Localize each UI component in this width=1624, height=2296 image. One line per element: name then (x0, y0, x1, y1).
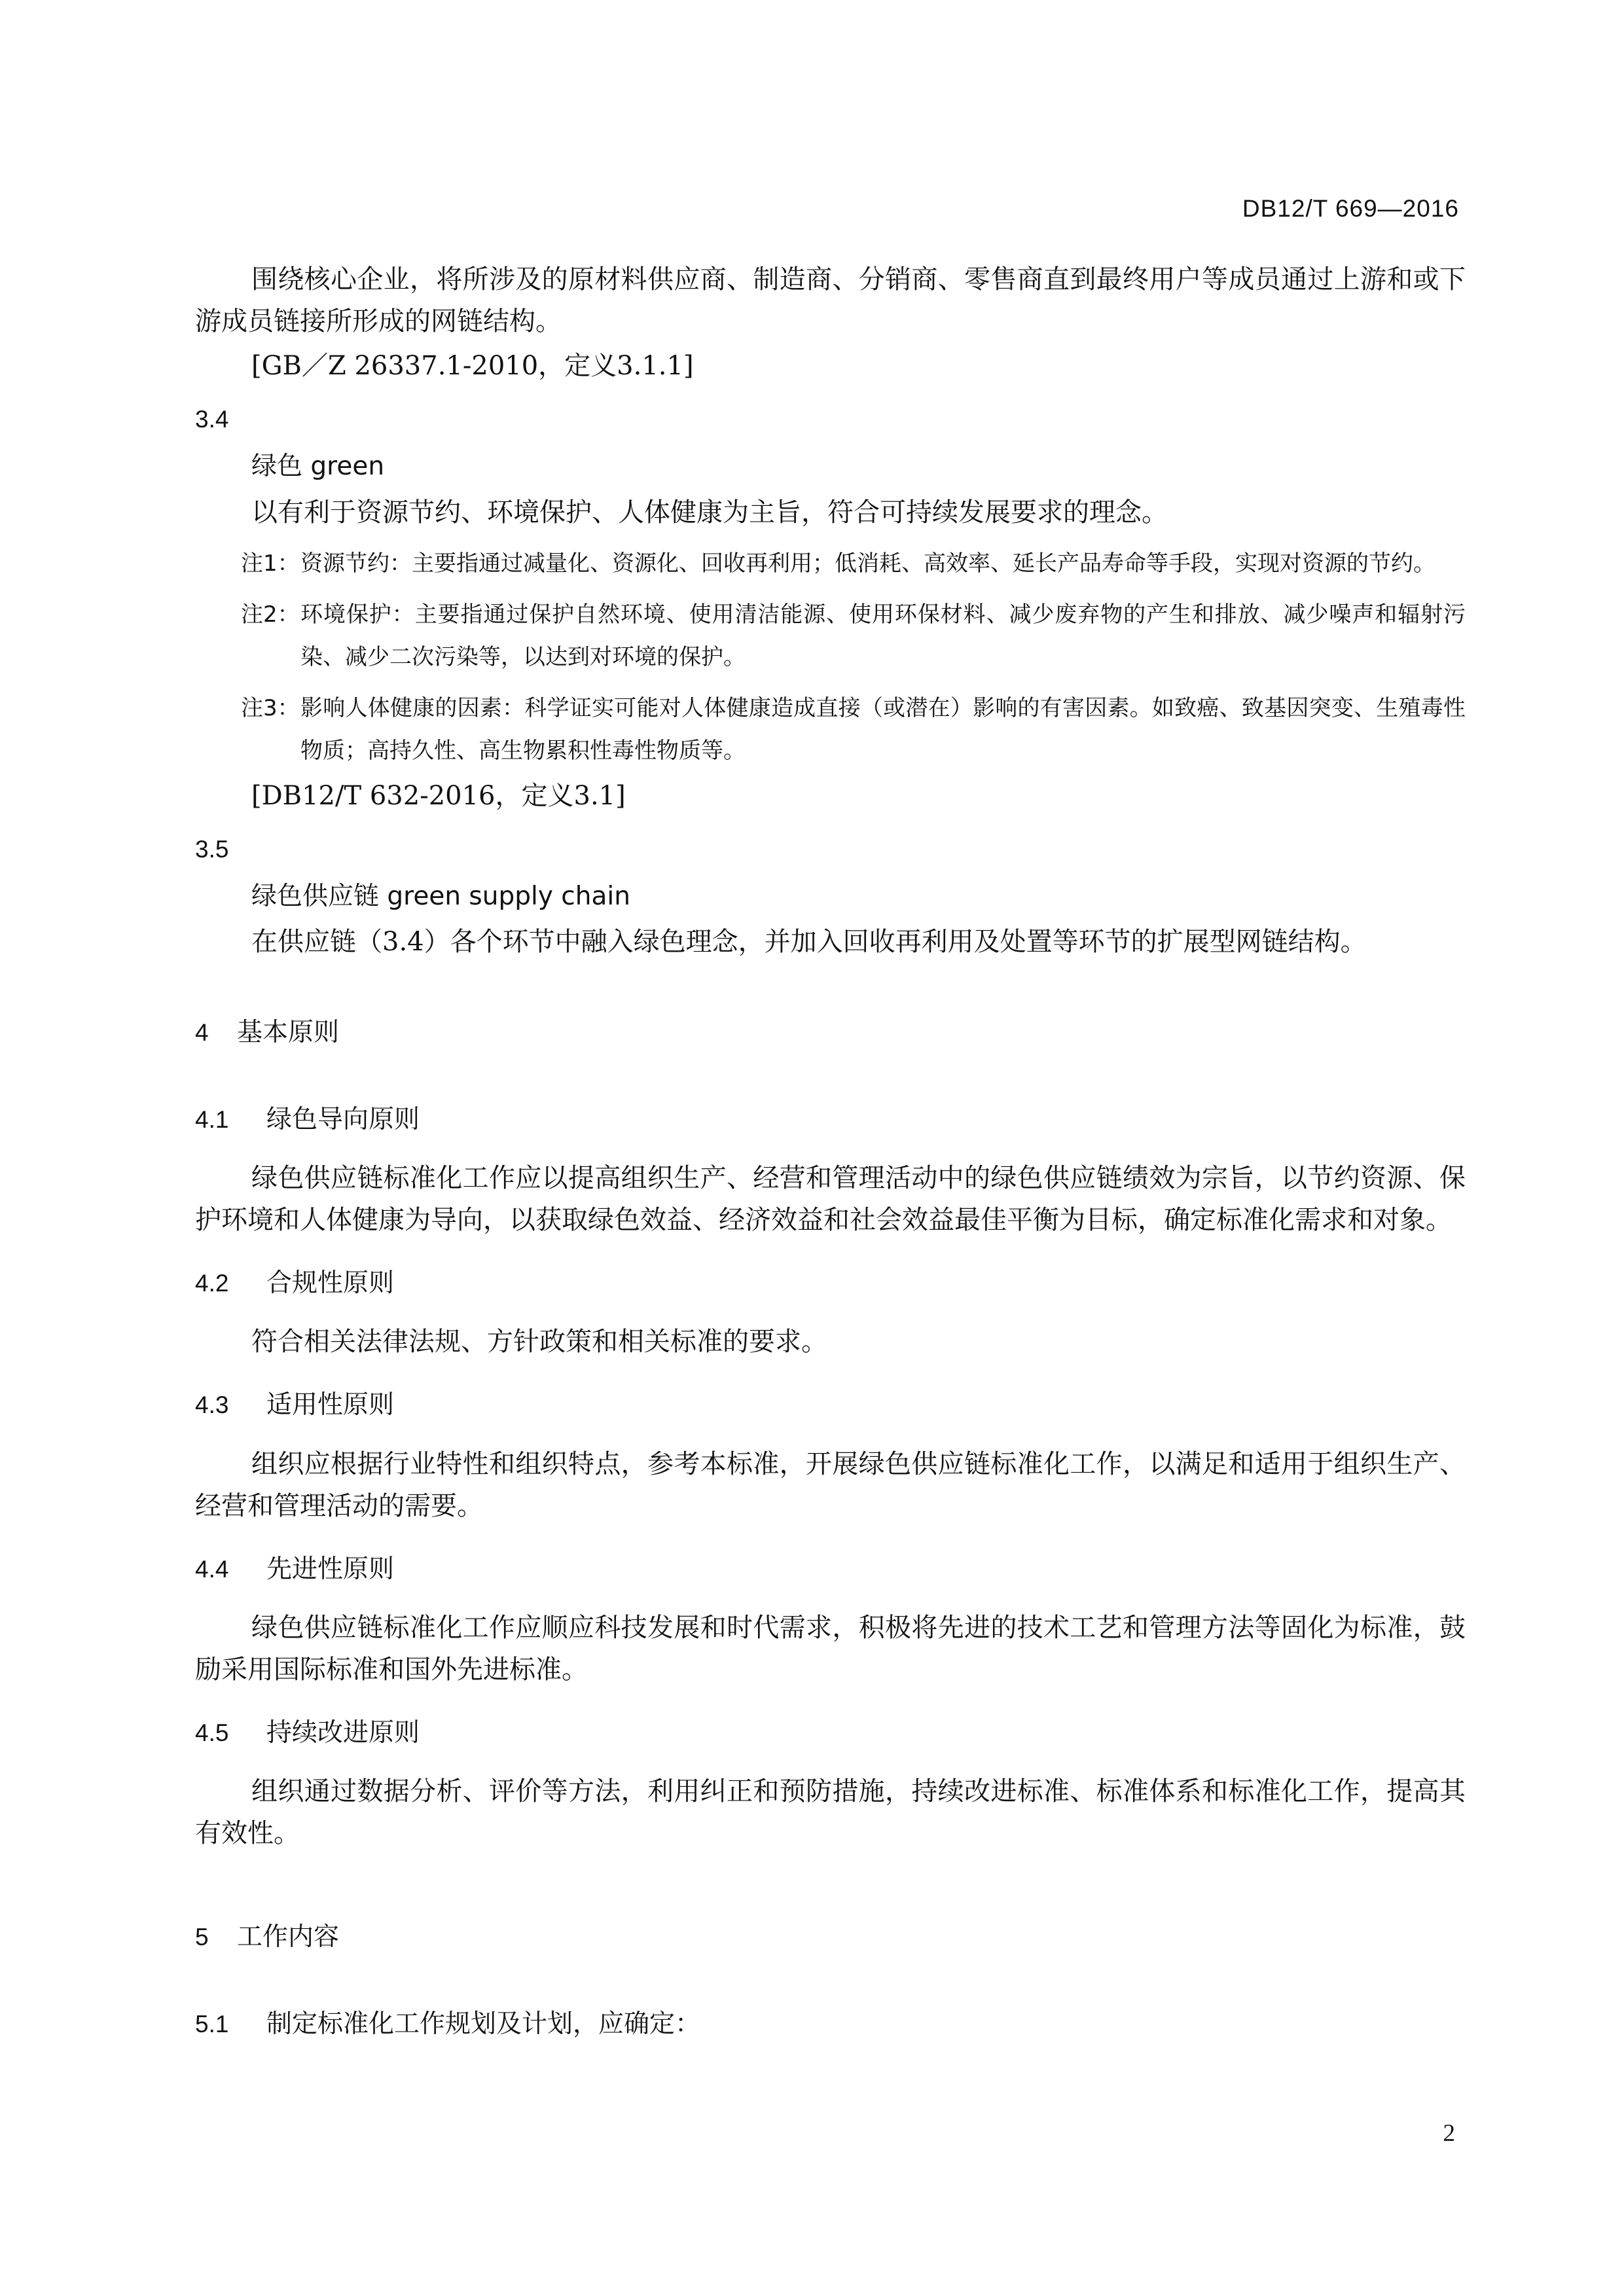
term-title-3-4: 绿色 green (251, 452, 385, 482)
subsection-number: 4.1 (195, 1105, 229, 1133)
subsection-number: 4.3 (195, 1391, 229, 1419)
subsection-title: 制定标准化工作规划及计划，应确定： (266, 2009, 701, 2039)
note-label: 注1： (241, 550, 300, 577)
section-title: 工作内容 (237, 1922, 340, 1952)
intro-paragraph: 围绕核心企业，将所涉及的原材料供应商、制造商、分销商、零售商直到最终用户等成员通过上游和或下游成员链接所形成的网链结构。 (195, 264, 1466, 336)
document-id-header: DB12/T 669—2016 (1242, 195, 1459, 222)
section-number: 5 (195, 1924, 209, 1951)
note-2 (195, 594, 1466, 678)
subsection-number: 4.4 (195, 1555, 229, 1583)
term-number-3-4: 3.4 (195, 406, 229, 433)
subsection-text-4-3: 组织应根据行业特性和组织特点，参考本标准，开展绿色供应链标准化工作，以满足和适用于组织生产、经营和管理活动的需要。 (195, 1448, 1466, 1521)
section-heading-5 (195, 1917, 1466, 1958)
term-number-3-5: 3.5 (195, 835, 229, 863)
subsection-title: 先进性原则 (266, 1554, 395, 1584)
subsection-number: 4.5 (195, 1719, 229, 1747)
subsection-heading-4-3 (195, 1385, 1466, 1426)
note-3 (195, 687, 1466, 772)
subsection-title: 合规性原则 (266, 1268, 395, 1298)
subsection-text-4-5: 组织通过数据分析、评价等方法，利用纠正和预防措施，持续改进标准、标准体系和标准化工作，提高其有效性。 (195, 1776, 1466, 1849)
section-title: 基本原则 (237, 1018, 340, 1048)
note-text: 影响人体健康的因素：科学证实可能对人体健康造成直接（或潜在）影响的有害因素。如致癌、致基因突变、生殖毒性物质；高持久性、高生物累积性毒性物质等。 (300, 695, 1466, 764)
intro-source-citation: [GB／Z 26337.1-2010，定义3.1.1] (251, 351, 694, 381)
section-number: 4 (195, 1019, 209, 1047)
note-label: 注3： (241, 695, 300, 722)
term-definition-3-5: 在供应链（3.4）各个环节中融入绿色理念，并加入回收再利用及处置等环节的扩展型网链结构。 (251, 927, 1367, 958)
subsection-text-4-2: 符合相关法律法规、方针政策和相关标准的要求。 (251, 1327, 827, 1357)
subsection-title: 适用性原则 (266, 1390, 395, 1420)
subsection-heading-5-1 (195, 2004, 1466, 2045)
note-1 (195, 543, 1466, 585)
subsection-title: 绿色导向原则 (266, 1104, 420, 1134)
subsection-number: 4.2 (195, 1269, 229, 1297)
term-source-citation-3-4: [DB12/T 632-2016，定义3.1] (251, 780, 626, 811)
subsection-title: 持续改进原则 (266, 1718, 420, 1748)
subsection-heading-4-5 (195, 1713, 1466, 1753)
subsection-text-4-1: 绿色供应链标准化工作应以提高组织生产、经营和管理活动中的绿色供应链绩效为宗旨，以节约资源、保护环境和人体健康为导向，以获取绿色效益、经济效益和社会效益最佳平衡为目标，确定标准化需求和对象。 (195, 1162, 1466, 1235)
subsection-heading-4-4 (195, 1549, 1466, 1590)
note-text: 环境保护：主要指通过保护自然环境、使用清洁能源、使用环保材料、减少废弃物的产生和排放、减少噪声和辐射污染、减少二次污染等，以达到对环境的保护。 (300, 601, 1466, 670)
subsection-heading-4-2 (195, 1263, 1466, 1304)
term-title-3-5: 绿色供应链 green supply chain (251, 881, 630, 911)
page-number: 2 (1443, 2120, 1455, 2147)
note-label: 注2： (241, 601, 300, 628)
subsection-heading-4-1 (195, 1100, 1466, 1140)
subsection-number: 5.1 (195, 2010, 229, 2037)
term-definition-3-4: 以有利于资源节约、环境保护、人体健康为主旨，符合可持续发展要求的理念。 (251, 497, 1168, 528)
document-body (195, 259, 1466, 2062)
subsection-text-4-4: 绿色供应链标准化工作应顺应科技发展和时代需求，积极将先进的技术工艺和管理方法等固化为标准，鼓励采用国际标准和国外先进标准。 (195, 1613, 1466, 1685)
note-text: 资源节约：主要指通过减量化、资源化、回收再利用；低消耗、高效率、延长产品寿命等手段，实现对资源的节约。 (300, 550, 1435, 577)
section-heading-4 (195, 1013, 1466, 1053)
